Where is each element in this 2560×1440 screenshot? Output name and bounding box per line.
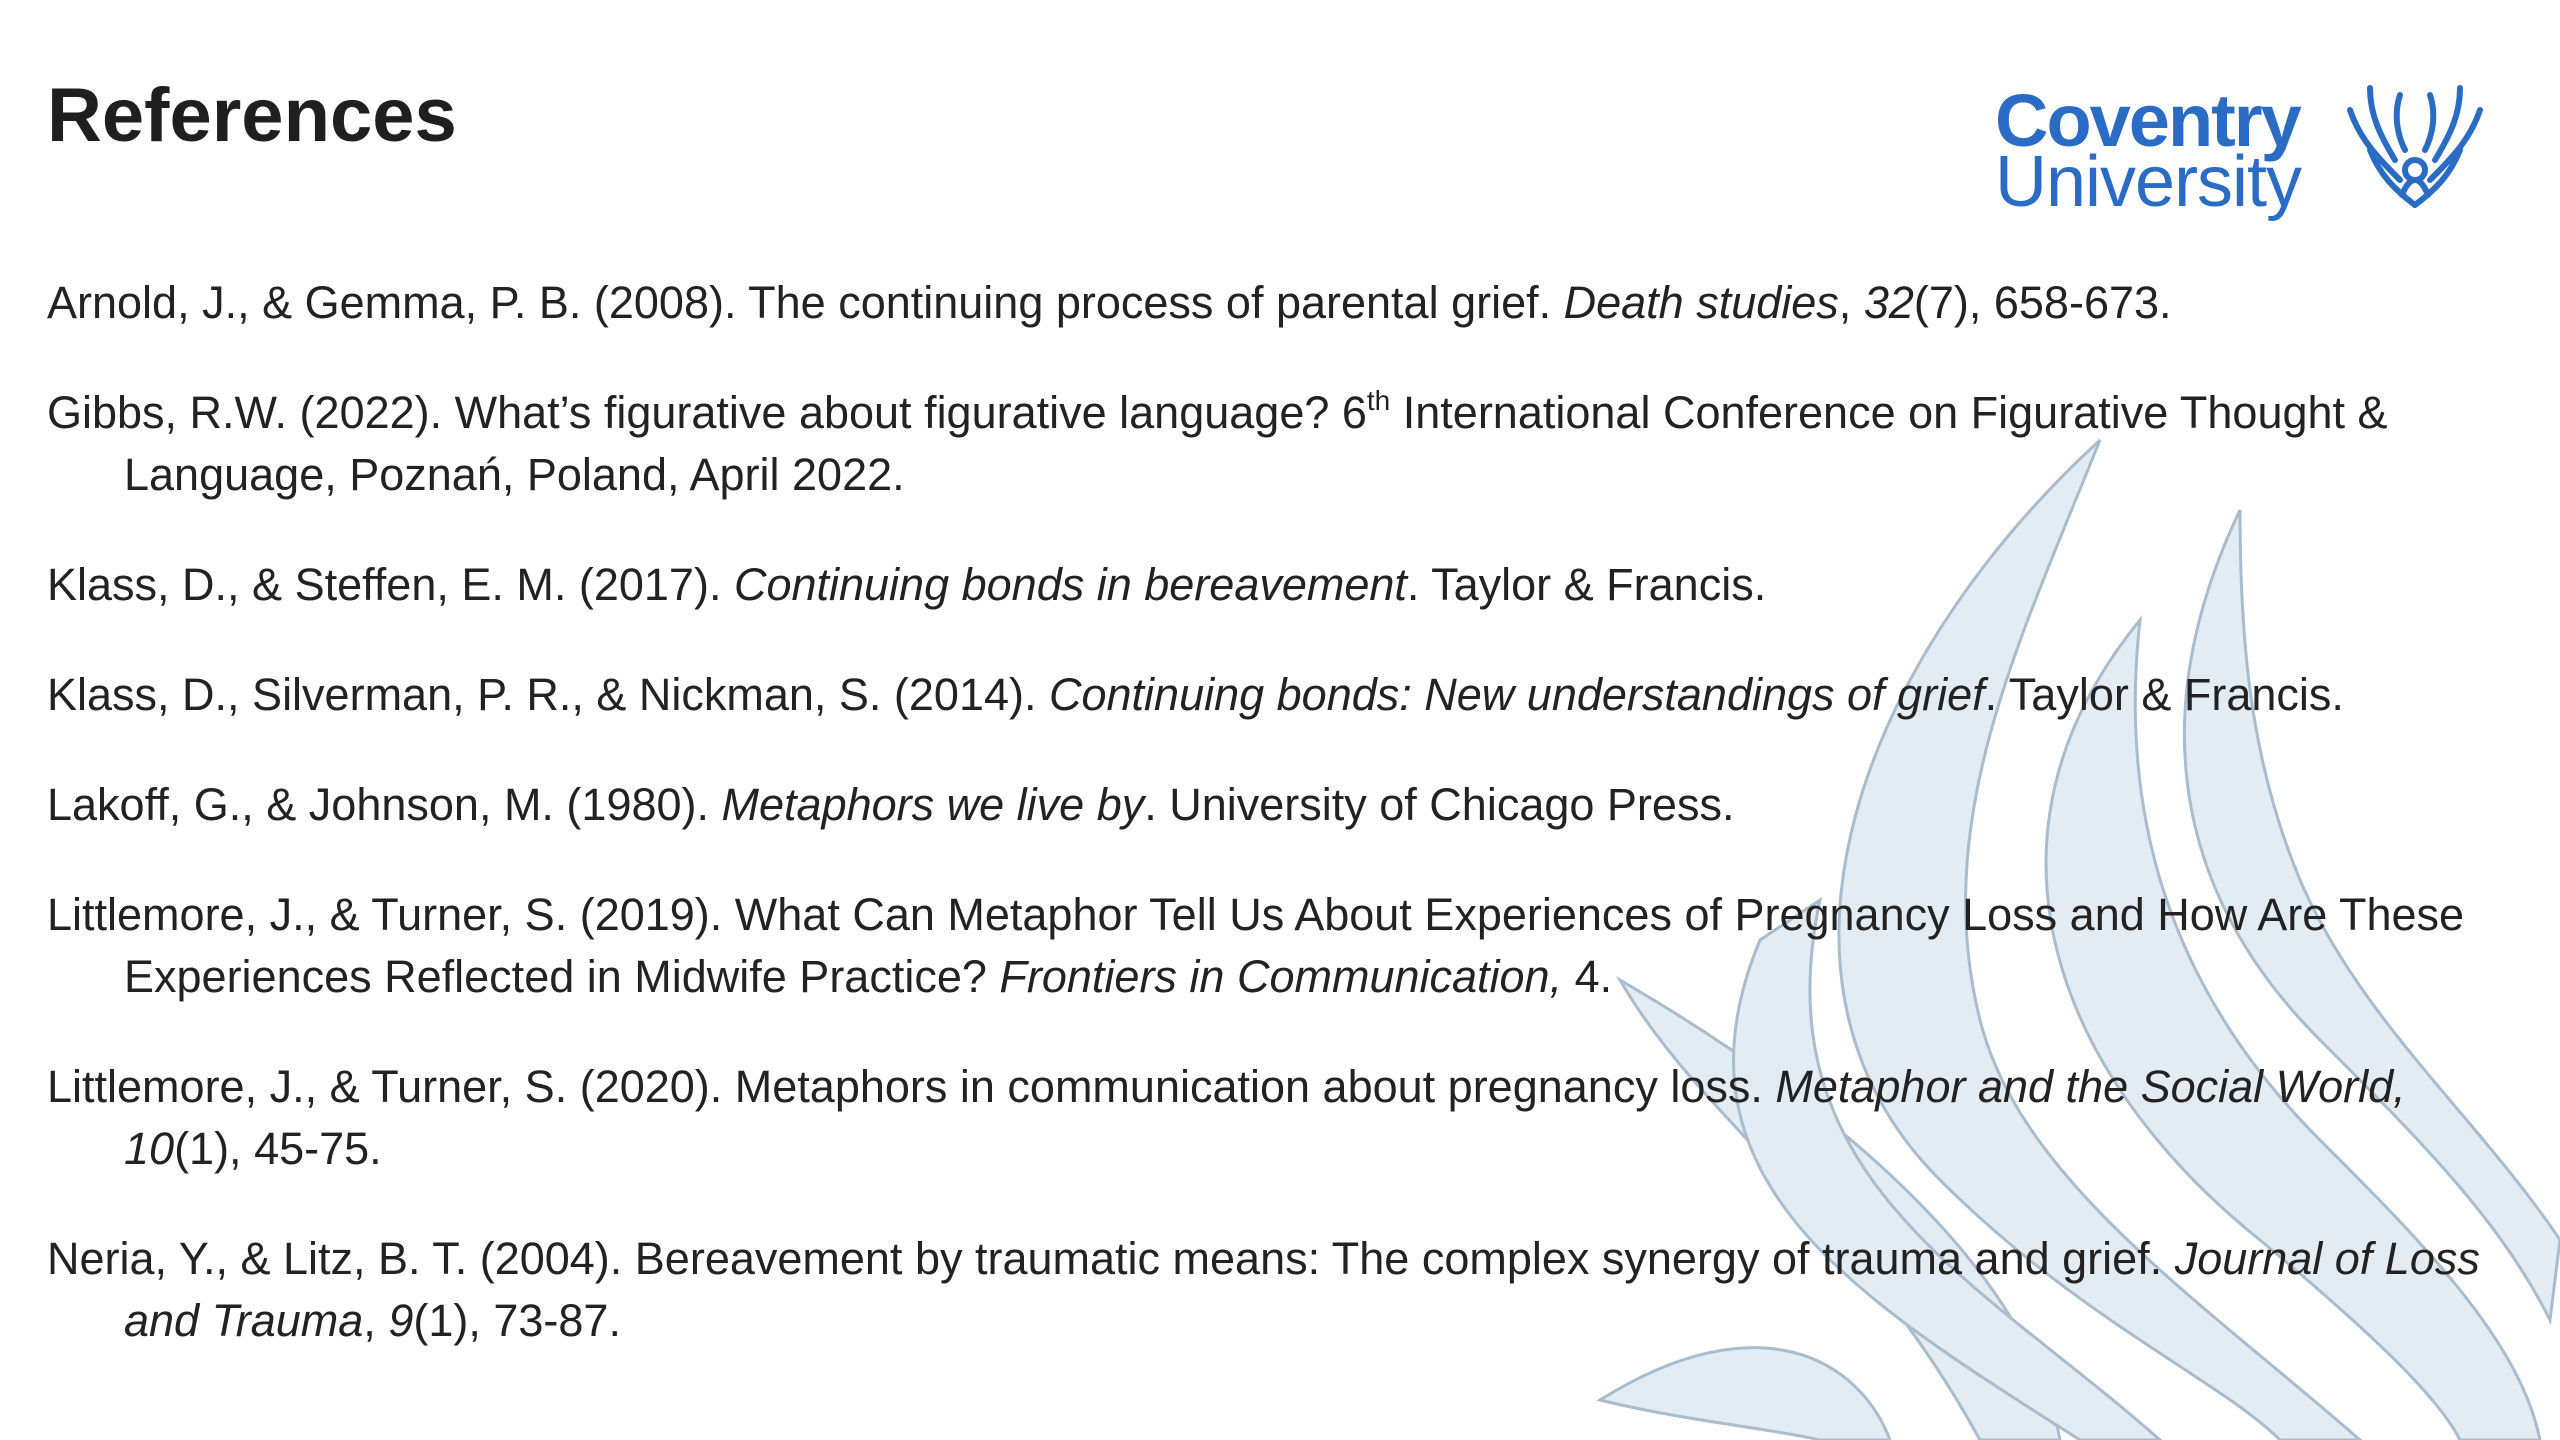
reference-italic-segment: 32	[1863, 277, 1914, 328]
reference-italic-segment: Metaphor and the Social World, 10	[124, 1061, 2406, 1174]
phoenix-icon	[2340, 80, 2490, 220]
reference-italic-segment: Frontiers in Communication,	[999, 951, 1563, 1002]
reference-entry	[47, 884, 2527, 1008]
reference-entry	[47, 554, 2527, 616]
reference-text-segment: Lakoff, G., & Johnson, M. (1980).	[47, 779, 722, 830]
reference-text-segment: International Conference on Figurative Thought & Language, Poznań, Poland, April 2022.	[124, 387, 2388, 500]
reference-entry	[47, 1056, 2527, 1180]
reference-text-segment: Neria, Y., & Litz, B. T. (2004). Bereavement by traumatic means: The complex synergy of trauma and grief.	[47, 1233, 2175, 1284]
reference-entry	[47, 272, 2527, 334]
reference-entry	[47, 382, 2527, 506]
reference-text-segment: Gibbs, R.W. (2022). What’s figurative about figurative language? 6	[47, 387, 1367, 438]
reference-text-segment: (1), 45-75.	[174, 1123, 382, 1174]
reference-text-segment: Littlemore, J., & Turner, S. (2019). What Can Metaphor Tell Us About Experiences of Pregnancy Loss and How Are These Experiences Reflected in Midwife Practice?	[47, 889, 2465, 1002]
reference-text-segment: ,	[363, 1295, 389, 1346]
reference-entry	[47, 664, 2527, 726]
reference-text-segment: . Taylor & Francis.	[1984, 669, 2344, 720]
reference-text-segment: . Taylor & Francis.	[1406, 559, 1767, 610]
reference-list	[47, 272, 2527, 1400]
reference-text-segment: ,	[1838, 277, 1864, 328]
reference-entry	[47, 1228, 2527, 1352]
logo-word-coventry: Coventry	[1995, 79, 2300, 162]
reference-italic-segment: Continuing bonds in bereavement	[733, 559, 1407, 610]
coventry-university-logo	[1995, 80, 2495, 225]
reference-text-segment: Littlemore, J., & Turner, S. (2020). Metaphors in communication about pregnancy loss.	[47, 1061, 1776, 1112]
reference-italic-segment: Death studies	[1563, 277, 1839, 328]
reference-italic-segment: 9	[388, 1295, 414, 1346]
reference-text-segment: Klass, D., & Steffen, E. M. (2017).	[47, 559, 734, 610]
reference-italic-segment: Journal of Loss and Trauma	[124, 1233, 2480, 1346]
reference-text-segment: . University of Chicago Press.	[1144, 779, 1735, 830]
reference-italic-segment: Metaphors we live by	[721, 779, 1145, 830]
logo-word-university: University	[1995, 142, 2302, 222]
reference-text-segment: Klass, D., Silverman, P. R., & Nickman, S. (2014).	[47, 669, 1049, 720]
reference-text-segment: (7), 658-673.	[1913, 277, 2172, 328]
reference-entry	[47, 774, 2527, 836]
page-title: References	[47, 73, 457, 158]
reference-text-segment: (1), 73-87.	[413, 1295, 621, 1346]
reference-superscript: th	[1366, 385, 1391, 416]
reference-italic-segment: Continuing bonds: New understandings of grief	[1049, 669, 1985, 720]
reference-text-segment: Arnold, J., & Gemma, P. B. (2008). The continuing process of parental grief.	[47, 277, 1564, 328]
reference-text-segment: 4.	[1562, 951, 1613, 1002]
